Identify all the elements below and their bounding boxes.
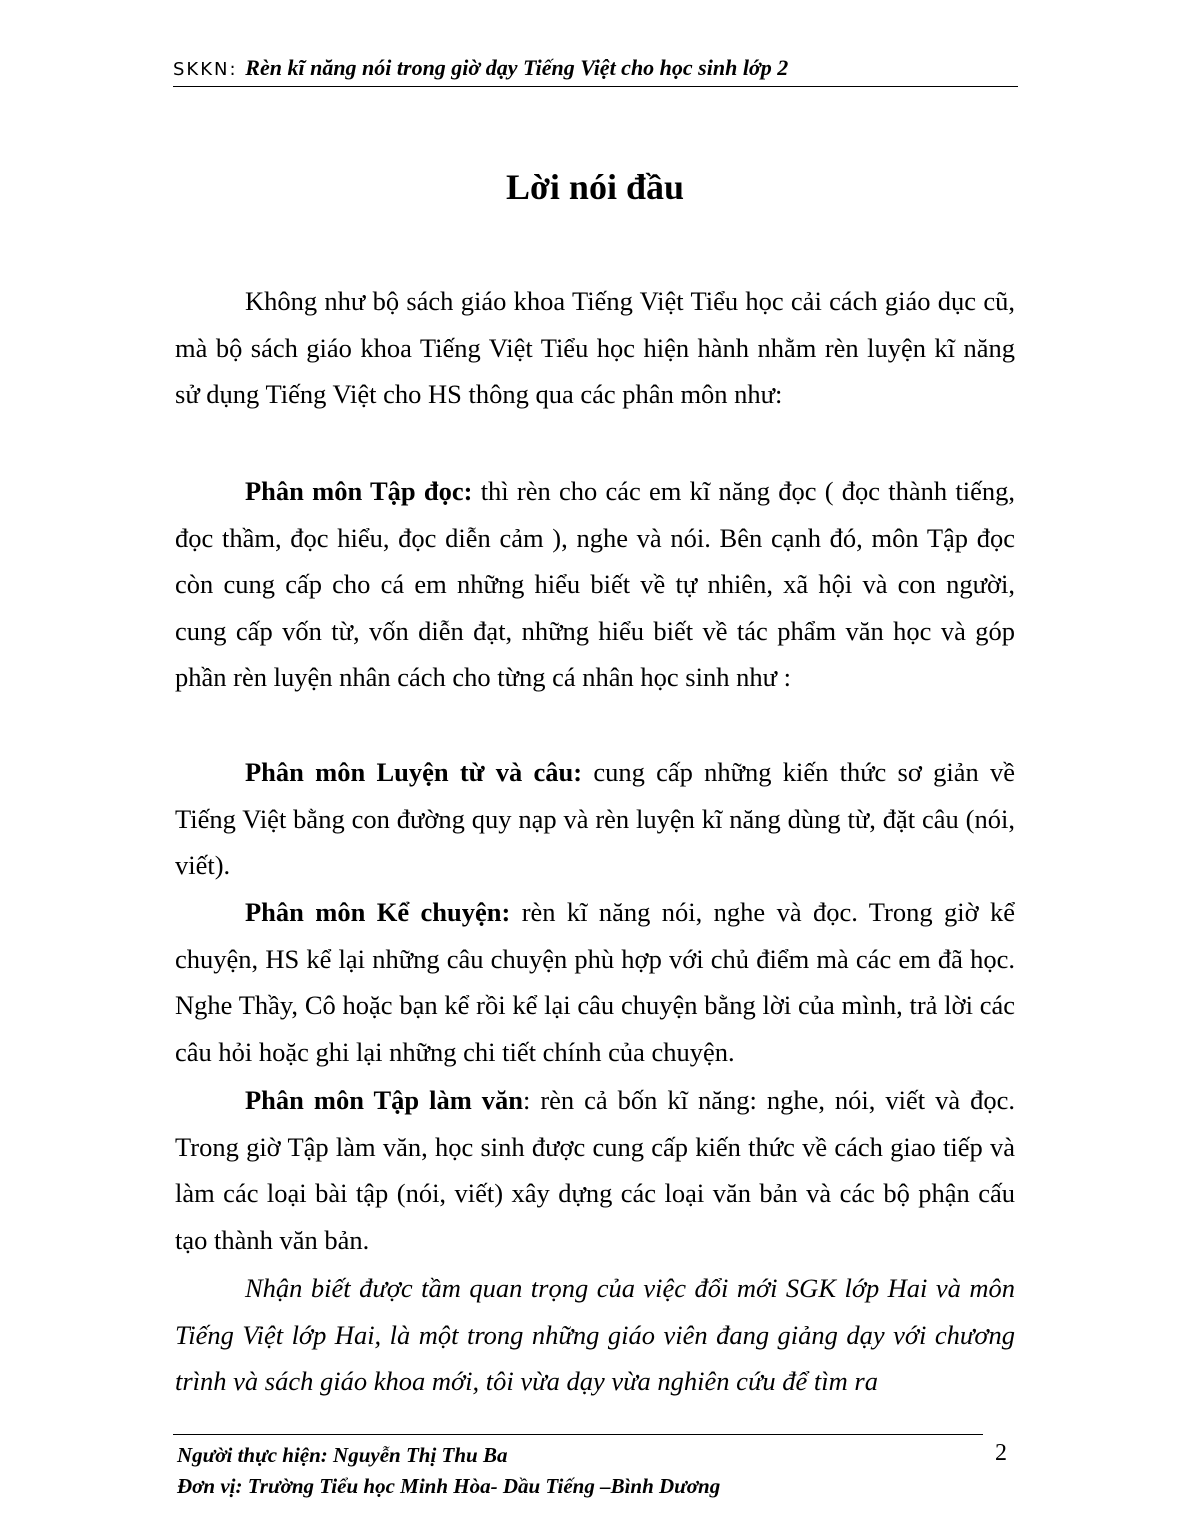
section-tap-doc [175, 468, 1015, 701]
page-header [173, 54, 1018, 87]
closing-paragraph: Nhận biết được tầm quan trọng của việc đổi mới SGK lớp Hai và môn Tiếng Việt lớp Hai, là một trong những giáo viên đang giảng dạy với chương trình và sách giáo khoa mới, tôi vừa dạy vừa nghiên cứu để tìm ra [175, 1273, 1015, 1396]
section-label: Phân môn Tập đọc: [245, 476, 473, 506]
section-text: thì rèn cho các em kĩ năng đọc ( đọc thành tiếng, đọc thầm, đọc hiểu, đọc diễn cảm ), nghe và nói. Bên cạnh đó, môn Tập đọc còn cung cấp cho cá em những hiểu biết về tự nhiên, xã hội và con người, cung cấp vốn từ, vốn diễn đạt, những hiểu biết về tác phẩm văn học và góp phần rèn luyện nhân cách cho từng cá nhân học sinh như : [175, 476, 1015, 692]
footer-divider [173, 1434, 983, 1435]
section-text: rèn kĩ năng nói, nghe và đọc. Trong giờ kể chuyện, HS kể lại những câu chuyện phù hợp với chủ điểm mà các em đã học. Nghe Thầy, Cô hoặc bạn kể rồi kể lại câu chuyện bằng lời của mình, trả lời các câu hỏi hoặc ghi lại những chi tiết chính của chuyện. [175, 897, 1015, 1067]
header-line [173, 54, 788, 85]
section-label: Phân môn Kể chuyện: [245, 897, 511, 927]
footer-author: Người thực hiện: Nguyễn Thị Thu Ba [177, 1443, 508, 1467]
header-prefix: SKKN [173, 59, 230, 80]
intro-paragraph: Không như bộ sách giáo khoa Tiếng Việt Tiểu học cải cách giáo dục cũ, mà bộ sách giáo khoa Tiếng Việt Tiểu học hiện hành nhằm rèn luyện kĩ năng sử dụng Tiếng Việt cho HS thông qua các phân môn như: [175, 286, 1015, 409]
section-text: : rèn cả bốn kĩ năng: nghe, nói, viết và đọc. Trong giờ Tập làm văn, học sinh được cung cấp kiến thức về cách giao tiếp và làm các loại bài tập (nói, viết) xây dựng các loại văn bản và các bộ phận cấu tạo thành văn bản. [175, 1085, 1015, 1255]
section-ke-chuyen [175, 889, 1015, 1075]
header-separator: : [229, 59, 246, 80]
section-tap-lam-van [175, 1077, 1015, 1263]
page-number: 2 [995, 1440, 1007, 1466]
page-footer [177, 1440, 720, 1502]
section-luyen-tu-va-cau [175, 749, 1015, 889]
header-title: Rèn kĩ năng nói trong giờ dạy Tiếng Việt cho học sinh lớp 2 [245, 55, 789, 80]
document-title: Lời nói đầu [505, 167, 684, 207]
footer-unit: Đơn vị: Trường Tiểu học Minh Hòa- Dầu Tiếng –Bình Dương [177, 1474, 721, 1498]
section-label: Phân môn Tập làm văn [245, 1085, 523, 1115]
section-text: cung cấp những kiến thức sơ giản về Tiếng Việt bằng con đường quy nạp và rèn luyện kĩ năng dùng từ, đặt câu (nói, viết). [175, 757, 1015, 880]
section-label: Phân môn Luyện từ và câu: [245, 757, 583, 787]
